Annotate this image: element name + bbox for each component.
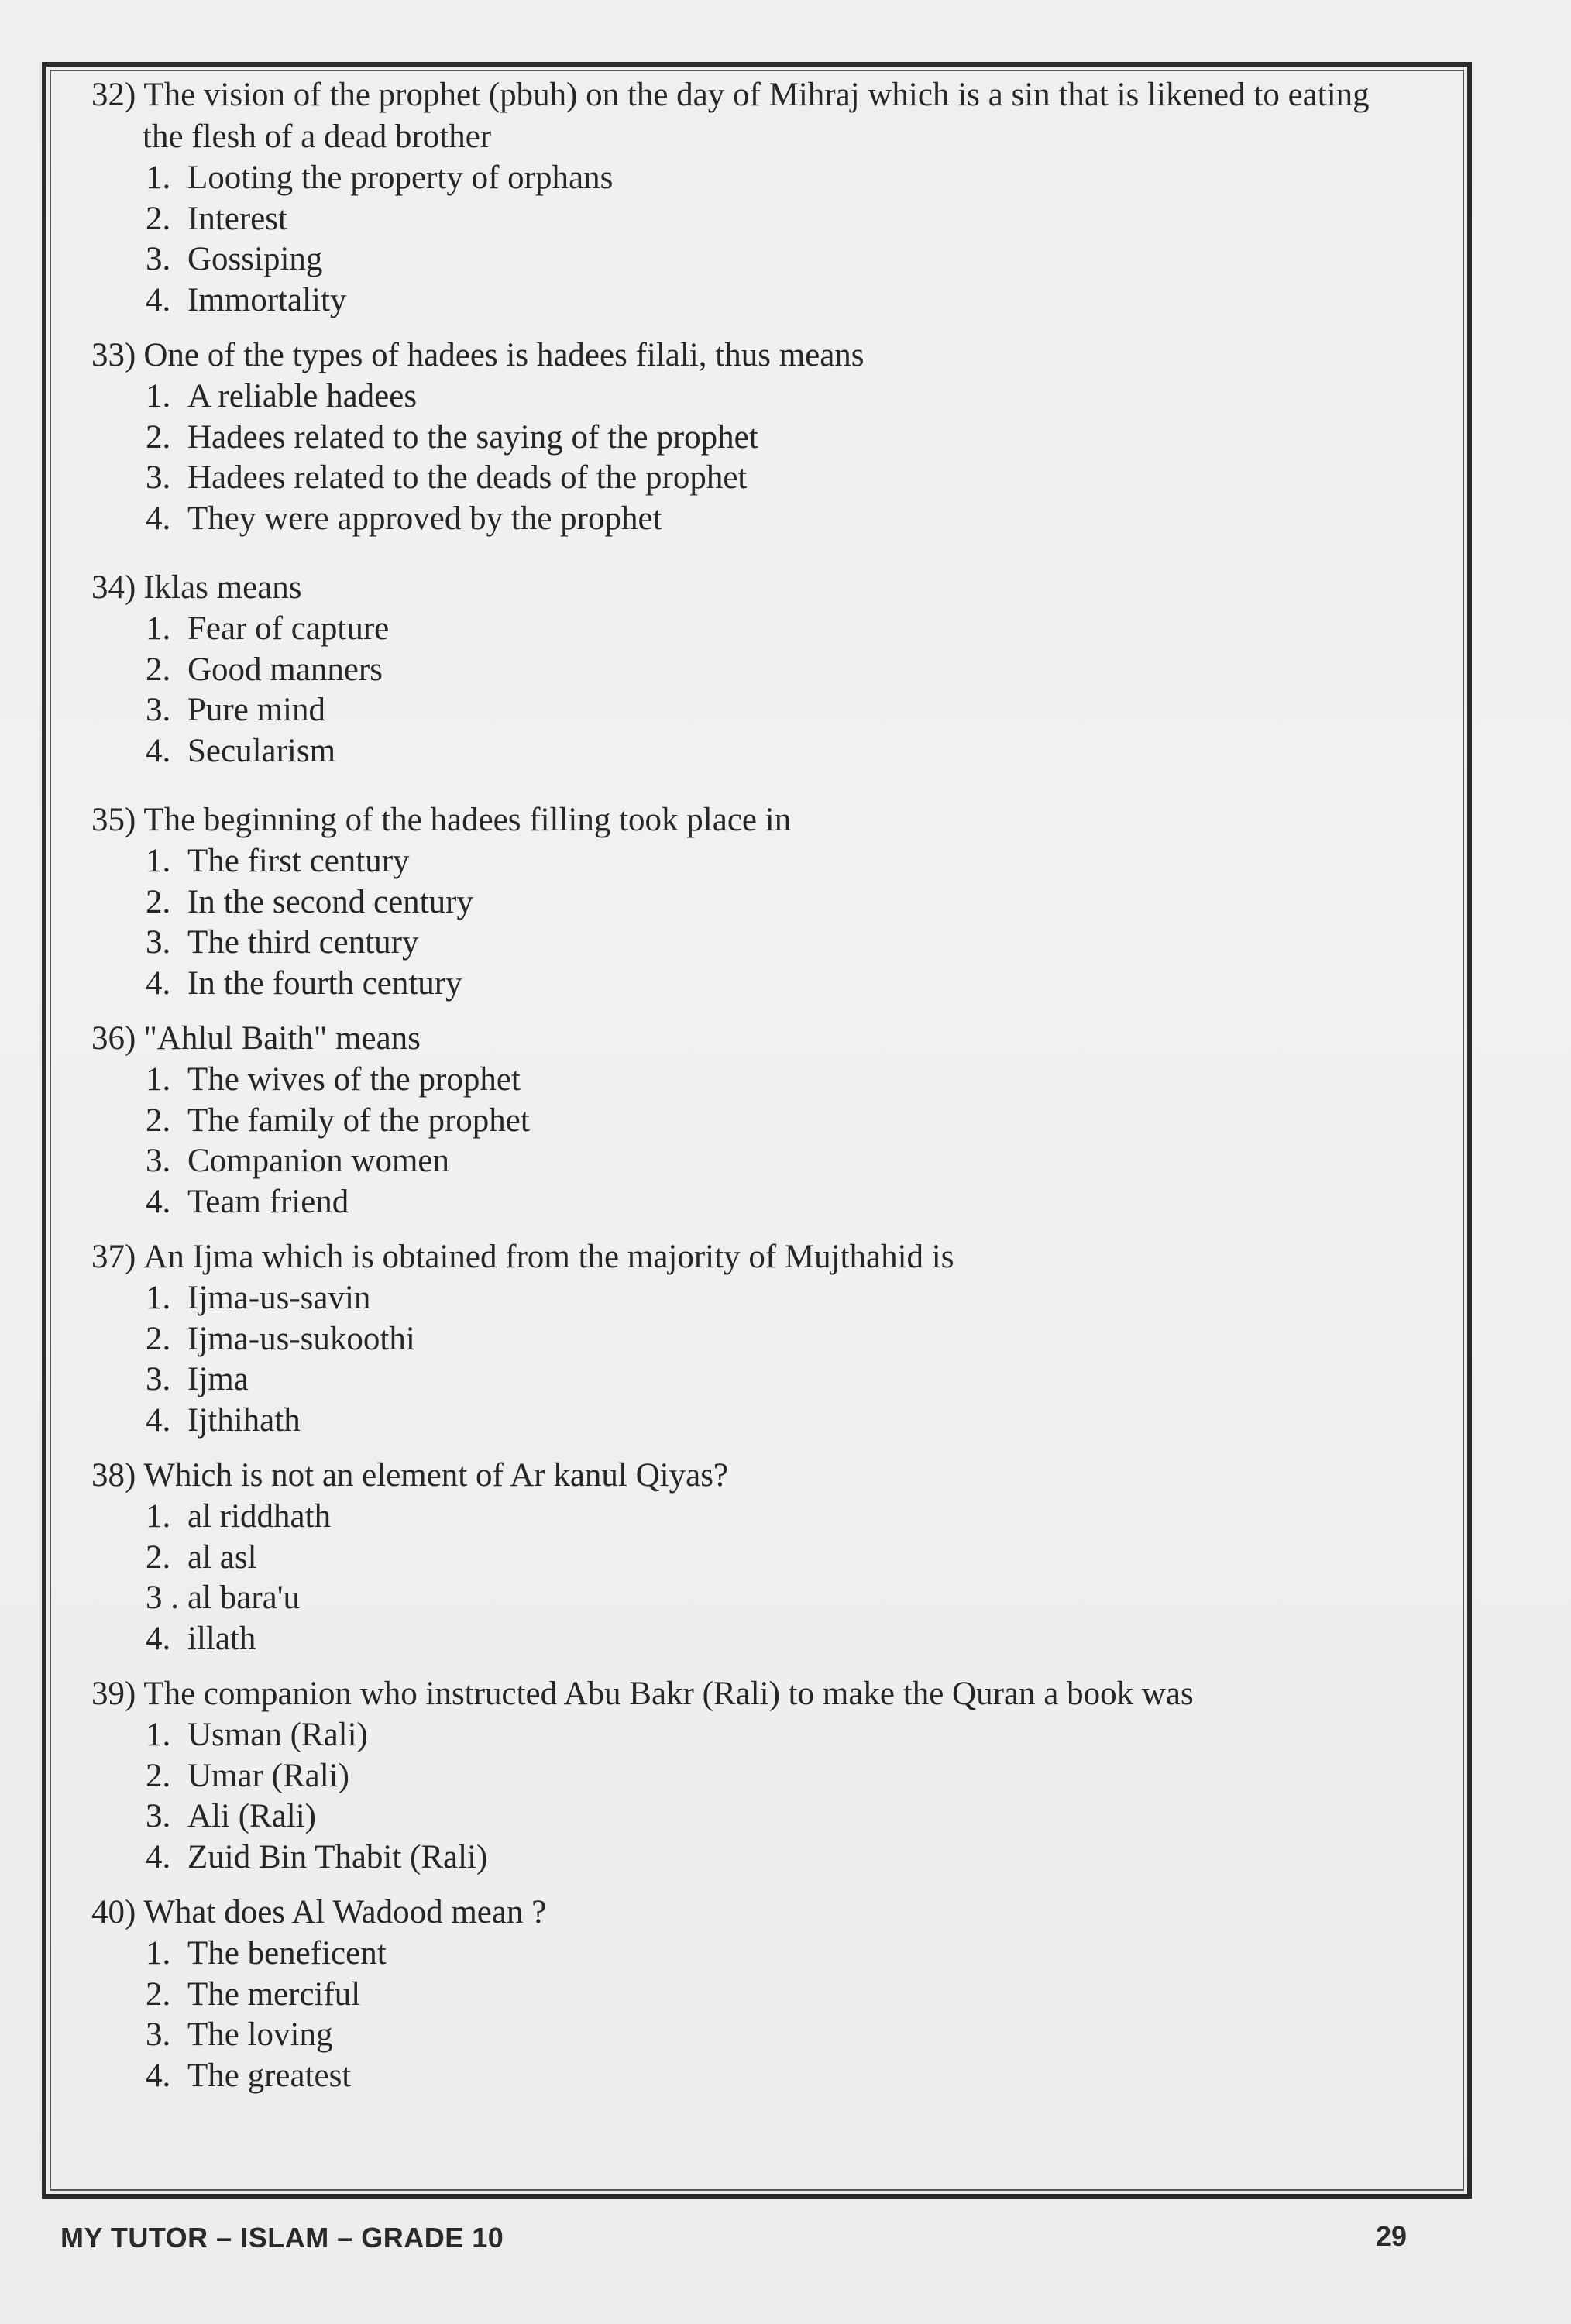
option: 2. Hadees related to the saying of the prophet [146,418,758,456]
option: 1. The beneficent [146,1935,387,1972]
question-40 [91,1892,1424,2096]
question-35 [91,799,1424,1004]
question-text: "Ahlul Baith" means [143,1020,421,1057]
option-list [91,1715,1424,1878]
option: 2. Good manners [146,651,383,688]
option: 4. The greatest [146,2057,352,2094]
option: 1. A reliable hadees [146,378,418,414]
option: 3 . al bara'u [146,1580,301,1616]
question-39 [91,1673,1424,1878]
option: 1. al riddhath [146,1498,332,1535]
question-text: An Ijma which is obtained from the majority of Mujthahid is [143,1239,954,1275]
question-34 [91,567,1424,772]
question-text-continued: the flesh of a dead brother [143,119,492,155]
option-list [91,158,1424,321]
option: 2. In the second century [146,883,473,920]
question-text: The beginning of the hadees filling took place in [143,802,792,838]
option: 4. In the fourth century [146,964,462,1002]
option: 1. The first century [146,843,410,879]
question-number: 36) [91,1020,136,1057]
question-number: 33) [91,337,136,373]
question-32 [91,74,1424,321]
option: 4. They were approved by the prophet [146,500,662,537]
option: 2. Interest [146,200,287,237]
option-list [91,1060,1424,1222]
question-number: 35) [91,802,136,838]
option: 2. Umar (Rali) [146,1757,349,1794]
option: 3. Gossiping [146,241,323,277]
option-list [91,609,1424,772]
option: 2. Ijma-us-sukoothi [146,1320,415,1357]
option: 4. Zuid Bin Thabit (Rali) [146,1838,488,1875]
question-number: 40) [91,1894,136,1930]
question-text: What does Al Wadood mean ? [143,1894,547,1930]
option: 1. The wives of the prophet [146,1061,521,1098]
option-list [91,841,1424,1004]
option-list [91,1934,1424,2096]
option: 2. al asl [146,1538,257,1576]
question-number: 39) [91,1676,136,1712]
option: 4. Immortality [146,281,347,318]
option: 4. illath [146,1620,256,1657]
option-list [91,1278,1424,1441]
option: 3. The loving [146,2016,333,2053]
page-number: 29 [1376,2220,1408,2252]
option: 1. Fear of capture [146,610,390,647]
question-text: The vision of the prophet (pbuh) on the day of Mihraj which is a sin that is likened to eating [143,77,1370,113]
option: 3. Pure mind [146,692,325,728]
question-number: 38) [91,1457,136,1494]
question-text: Iklas means [143,569,302,606]
option: 4. Secularism [146,732,336,769]
question-list [91,74,1424,2096]
question-text: Which is not an element of Ar kanul Qiyas? [143,1457,729,1494]
option: 3. Companion women [146,1143,449,1179]
option: 1. Usman (Rali) [146,1717,368,1753]
option: 1. Looting the property of orphans [146,160,614,196]
option: 2. The family of the prophet [146,1102,530,1139]
option: 4. Ijthihath [146,1401,301,1439]
question-text: The companion who instructed Abu Bakr (Rali) to make the Quran a book was [143,1676,1194,1712]
question-36 [91,1018,1424,1222]
option: 3. The third century [146,924,419,961]
question-number: 34) [91,569,136,606]
option-list [91,1497,1424,1659]
question-text: One of the types of hadees is hadees filali, thus means [143,337,865,373]
question-37 [91,1236,1424,1441]
option: 3. Ali (Rali) [146,1798,316,1834]
option: 3. Ijma [146,1361,249,1397]
option: 4. Team friend [146,1183,349,1220]
question-number: 32) [91,77,136,113]
option: 1. Ijma-us-savin [146,1280,371,1316]
question-number: 37) [91,1239,136,1275]
option-list [91,376,1424,539]
option: 3. Hadees related to the deads of the prophet [146,459,748,496]
footer-title: MY TUTOR – ISLAM – GRADE 10 [60,2222,504,2254]
question-38 [91,1455,1424,1659]
option: 2. The merciful [146,1975,361,2013]
question-33 [91,335,1424,539]
